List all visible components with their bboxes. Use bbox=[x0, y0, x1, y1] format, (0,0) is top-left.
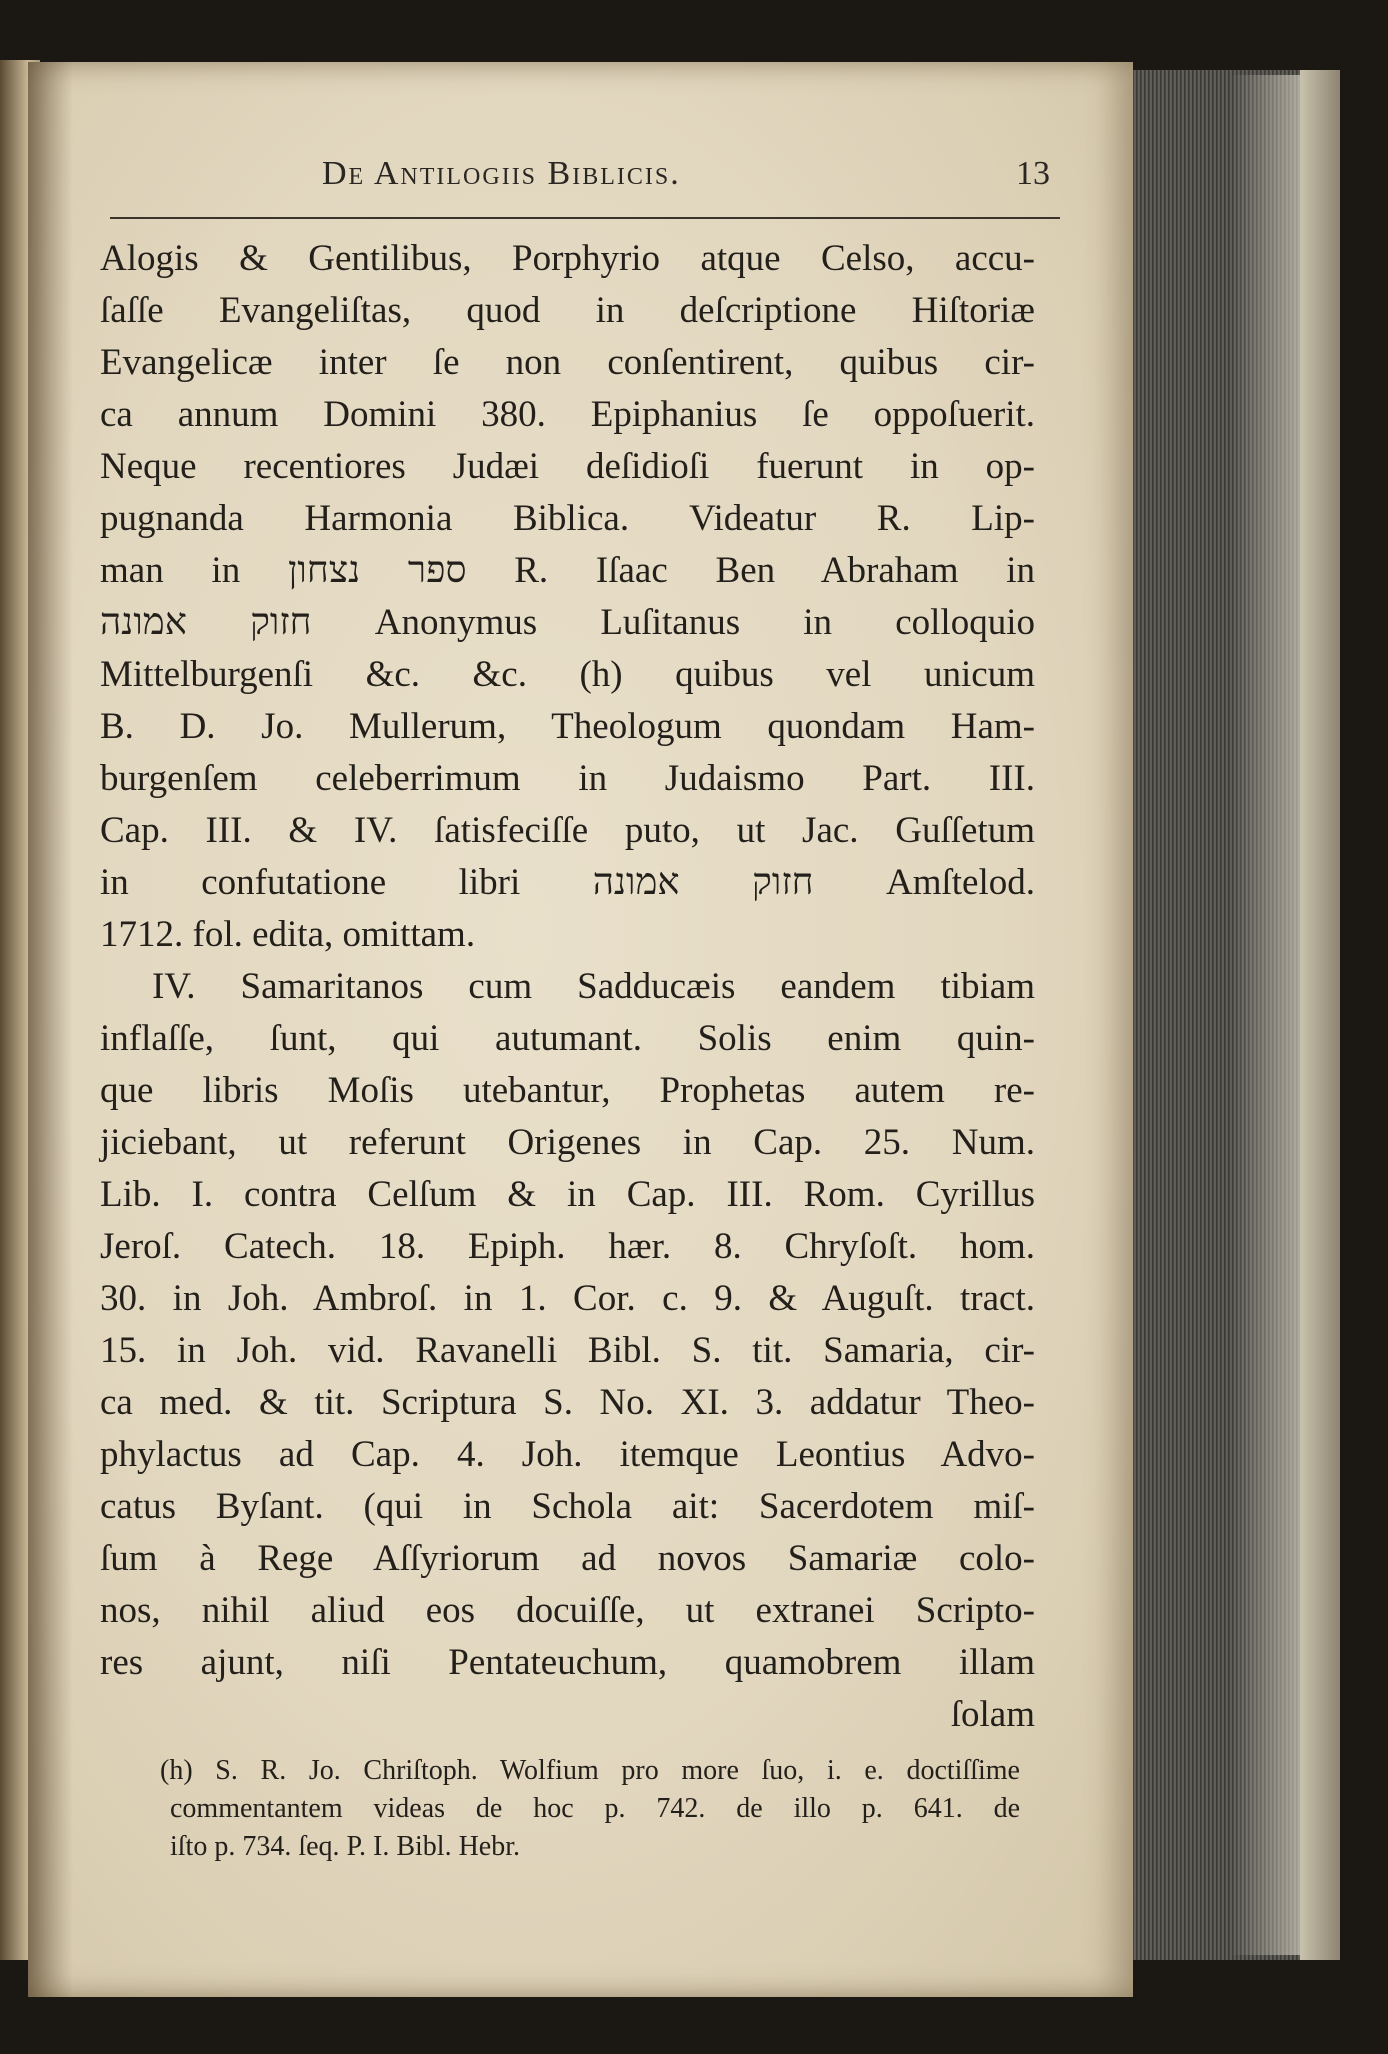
text-line: Jeroſ. Catech. 18. Epiph. hær. 8. Chryſoſt. hom. bbox=[100, 1226, 1035, 1267]
page-gutter bbox=[28, 62, 73, 1997]
text-line: inflaſſe, ſunt, qui autumant. Solis enim quin- bbox=[100, 1018, 1035, 1059]
text-line: res ajunt, niſi Pentateuchum, quamobrem illam bbox=[100, 1642, 1035, 1683]
text-line: Cap. III. & IV. ſatisfeciſſe puto, ut Jac. Guſſetum bbox=[100, 810, 1035, 851]
text-line: man in ספר נצחון R. Iſaac Ben Abraham in bbox=[100, 550, 1035, 591]
text-line: ſaſſe Evangeliſtas, quod in deſcriptione Hiſtoriæ bbox=[100, 290, 1035, 331]
text-line: IV. Samaritanos cum Sadducæis eandem tibiam bbox=[152, 966, 1035, 1007]
text-line: jiciebant, ut referunt Origenes in Cap. 25. Num. bbox=[100, 1122, 1035, 1163]
text-line: ca med. & tit. Scriptura S. No. XI. 3. addatur Theo- bbox=[100, 1382, 1035, 1423]
text-line: burgenſem celeberrimum in Judaismo Part. III. bbox=[100, 758, 1035, 799]
text-line: 15. in Joh. vid. Ravanelli Bibl. S. tit. Samaria, cir- bbox=[100, 1330, 1035, 1371]
page-header bbox=[300, 155, 1060, 203]
catchword: ſolam bbox=[950, 1694, 1035, 1735]
text-line: B. D. Jo. Mullerum, Theologum quondam Ham- bbox=[100, 706, 1035, 747]
main-text bbox=[100, 233, 1035, 1741]
text-line: Mittelburgenſi &c. &c. (h) quibus vel unicum bbox=[100, 654, 1035, 695]
footnote-line: (h) S. R. Jo. Chriſtoph. Wolfium pro more ſuo, i. e. doctiſſime bbox=[160, 1755, 1020, 1786]
text-line: phylactus ad Cap. 4. Joh. itemque Leontius Advo- bbox=[100, 1434, 1035, 1475]
text-line: Evangelicæ inter ſe non conſentirent, quibus cir- bbox=[100, 342, 1035, 383]
footnote-line: iſto p. 734. ſeq. P. I. Bibl. Hebr. bbox=[170, 1831, 520, 1862]
text-line: ſum à Rege Aſſyriorum ad novos Samariæ colo- bbox=[100, 1538, 1035, 1579]
header-rule bbox=[110, 217, 1060, 219]
footnote bbox=[160, 1752, 1020, 1866]
text-line: 1712. fol. edita, omittam. bbox=[100, 914, 476, 955]
text-line: חזוק אמונה Anonymus Luſitanus in colloquio bbox=[100, 602, 1035, 643]
text-line: nos, nihil aliud eos docuiſſe, ut extranei Scripto- bbox=[100, 1590, 1035, 1631]
text-line: pugnanda Harmonia Biblica. Videatur R. Lip- bbox=[100, 498, 1035, 539]
book-cover-edge bbox=[1300, 70, 1340, 1960]
running-title: De Antilogiis Biblicis. bbox=[322, 155, 681, 192]
text-line: ca annum Domini 380. Epiphanius ſe oppoſuerit. bbox=[100, 394, 1035, 435]
text-line: catus Byſant. (qui in Schola ait: Sacerdotem miſ- bbox=[100, 1486, 1035, 1527]
text-line: in confutatione libri חזוק אמונה Amſtelod. bbox=[100, 862, 1035, 903]
text-line: Neque recentiores Judæi deſidioſi fuerunt in op- bbox=[100, 446, 1035, 487]
text-line: que libris Moſis utebantur, Prophetas autem re- bbox=[100, 1070, 1035, 1111]
text-line: Alogis & Gentilibus, Porphyrio atque Celso, accu- bbox=[100, 238, 1035, 279]
text-line: Lib. I. contra Celſum & in Cap. III. Rom. Cyrillus bbox=[100, 1174, 1035, 1215]
text-line: 30. in Joh. Ambroſ. in 1. Cor. c. 9. & Auguſt. tract. bbox=[100, 1278, 1035, 1319]
footnote-line: commentantem videas de hoc p. 742. de illo p. 641. de bbox=[170, 1793, 1020, 1824]
page-number: 13 bbox=[1016, 155, 1050, 192]
